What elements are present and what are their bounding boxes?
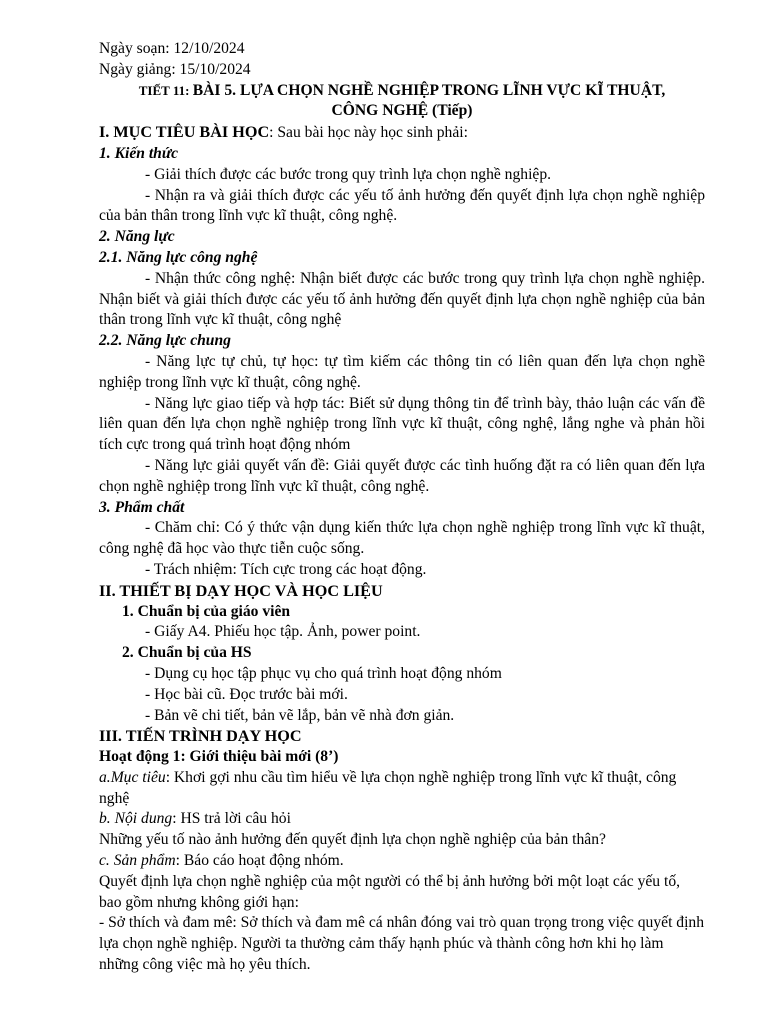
chuan-bi-hs-item: - Học bài cũ. Đọc trước bài mới. (145, 685, 348, 703)
muc-tieu (99, 768, 705, 810)
chuan-bi-hs-item: - Bản vẽ chi tiết, bản vẽ lắp, bản vẽ nhà đơn giản. (145, 706, 455, 724)
question-text: Những yếu tố nào ảnh hưởng đến quyết định lựa chọn nghề nghiệp của bản thân? (99, 831, 606, 849)
nang-luc-cong-nghe-heading: 2.1. Năng lực công nghệ (99, 248, 258, 266)
lesson-title-line1: BÀI 5. LỰA CHỌN NGHỀ NGHIỆP TRONG LĨNH VỰC KĨ THUẬT, (192, 81, 666, 99)
chuan-bi-gv-item: - Giấy A4. Phiếu học tập. Ảnh, power point. (145, 623, 421, 641)
muc-tieu-label: a.Mục tiêu (99, 768, 166, 786)
pham-chat-item: - Chăm chỉ: Có ý thức vận dụng kiến thức lựa chọn nghề nghiệp trong lĩnh vực kĩ thuật, công nghệ đã học vào thực tiễn cuộc sống. (99, 519, 705, 558)
section1-heading: I. MỤC TIÊU BÀI HỌC (99, 123, 270, 142)
nang-luc-chung-item: - Năng lực giao tiếp và hợp tác: Biết sử dụng thông tin để trình bày, thảo luận các vấn đề liên quan đến lựa chọn nghề nghiệp trong lĩnh vực kĩ thuật, công nghệ, lắng nghe và phản hồi tích cực trong quá trình hoạt động nhóm (99, 394, 705, 454)
hoat-dong-1-heading: Hoạt động 1: Giới thiệu bài mới (8’) (99, 748, 339, 766)
section1-heading-rest: : Sau bài học này học sinh phải: (269, 124, 468, 142)
noi-dung (99, 809, 705, 830)
kien-thuc-heading: 1. Kiến thức (99, 144, 179, 162)
section1-heading-line (99, 122, 705, 144)
san-pham (99, 851, 705, 872)
noi-dung-text: : HS trả lời câu hỏi (172, 810, 291, 828)
nang-luc-chung-item: - Năng lực tự chủ, tự học: tự tìm kiếm các thông tin có liên quan đến lựa chọn nghề nghiệp trong lĩnh vực kĩ thuật, công nghệ. (99, 352, 705, 391)
section3-heading: III. TIẾN TRÌNH DẠY HỌC (99, 727, 302, 746)
lesson-title (99, 81, 705, 102)
nang-luc-cong-nghe-item: - Nhận thức công nghệ: Nhận biết được các bước trong quy trình lựa chọn nghề nghiệp. Nhận biết và giải thích được các yếu tố ảnh hưởng đến quyết định lựa chọn nghề nghiệp của bản thân trong lĩnh vực kĩ thuật, công nghệ (99, 269, 705, 329)
lesson-title-line2: CÔNG NGHỆ (Tiếp) (331, 102, 473, 120)
body-paragraph: Quyết định lựa chọn nghề nghiệp của một người có thể bị ảnh hưởng bởi một loạt các yếu tố, bao gồm nhưng không giới hạn: (99, 872, 681, 911)
muc-tieu-text: : Khơi gợi nhu cầu tìm hiểu về lựa chọn nghề nghiệp trong lĩnh vực kĩ thuật, công nghệ (99, 768, 677, 807)
san-pham-text: : Báo cáo hoạt động nhóm. (175, 852, 344, 870)
noi-dung-label: b. Nội dung (99, 810, 173, 828)
nang-luc-chung-heading: 2.2. Năng lực chung (99, 332, 231, 350)
lesson-title-prefix: TIẾT 11: (138, 82, 193, 98)
kien-thuc-item: - Giải thích được các bước trong quy trình lựa chọn nghề nghiệp. (145, 165, 552, 183)
body-paragraph: - Sở thích và đam mê: Sở thích và đam mê cá nhân đóng vai trò quan trọng trong việc quyết định lựa chọn nghề nghiệp. Người ta thường cảm thấy hạnh phúc và thành công hơn khi họ làm những công việc mà họ yêu thích. (99, 914, 705, 974)
ngay-soan: Ngày soạn: 12/10/2024 (99, 40, 245, 57)
pham-chat-item: - Trách nhiệm: Tích cực trong các hoạt động. (145, 560, 427, 578)
section2-heading: II. THIẾT BỊ DẠY HỌC VÀ HỌC LIỆU (99, 581, 383, 600)
kien-thuc-item: - Nhận ra và giải thích được các yếu tố ảnh hưởng đến quyết định lựa chọn nghề nghiệp của bản thân trong lĩnh vực kĩ thuật, công nghệ. (99, 186, 705, 225)
chuan-bi-gv-heading: 1. Chuẩn bị của giáo viên (122, 602, 291, 620)
san-pham-label: c. Sản phẩm (99, 852, 176, 870)
nang-luc-heading: 2. Năng lực (99, 228, 175, 246)
ngay-giang: Ngày giảng: 15/10/2024 (99, 60, 251, 78)
chuan-bi-hs-heading: 2. Chuẩn bị của HS (122, 644, 252, 662)
pham-chat-heading: 3. Phẩm chất (99, 498, 185, 516)
nang-luc-chung-item: - Năng lực giải quyết vấn đề: Giải quyết được các tình huống đặt ra có liên quan đến lựa chọn nghề nghiệp trong lĩnh vực kĩ thuật, công nghệ. (99, 456, 705, 495)
chuan-bi-hs-item: - Dụng cụ học tập phục vụ cho quá trình hoạt động nhóm (145, 664, 502, 682)
